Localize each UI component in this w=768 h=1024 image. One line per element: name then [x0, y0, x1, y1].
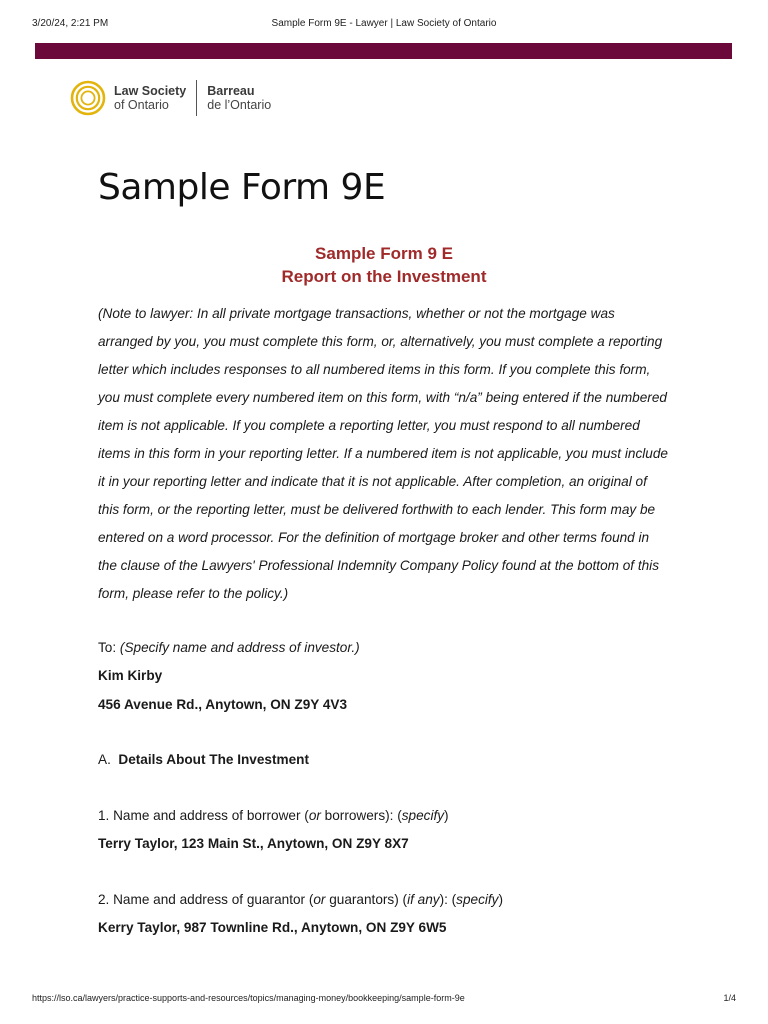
print-header — [0, 0, 768, 40]
item-1-question — [98, 806, 449, 826]
item-2-text-specify: specify — [456, 892, 499, 907]
page-number: 1/4 — [723, 993, 736, 1003]
item-2-text-b: guarantors) ( — [325, 892, 408, 907]
item-2-answer: Kerry Taylor, 987 Townline Rd., Anytown, ON Z9Y 6W5 — [98, 920, 447, 935]
item-1-text-specify: specify — [401, 808, 445, 823]
section-a-title: Details About The Investment — [118, 752, 309, 767]
logo-fr-line2: de l’Ontario — [207, 98, 272, 112]
form-heading-line1: Sample Form 9 E — [315, 244, 453, 263]
form-heading-line2: Report on the Investment — [281, 267, 487, 286]
logo-divider — [196, 80, 197, 116]
logo-en-line2: of Ontario — [114, 98, 169, 112]
logo-french-text — [207, 84, 271, 112]
item-2-text-or: or — [313, 892, 326, 907]
item-2-text-if-any: if any — [407, 892, 440, 907]
logo-en-line1: Law Society — [114, 84, 187, 98]
logo-english-text — [114, 84, 186, 112]
form-heading — [98, 242, 670, 288]
item-1-text-or: or — [308, 808, 321, 823]
section-a-letter: A. — [98, 752, 111, 767]
law-society-logo[interactable] — [70, 78, 271, 118]
investor-address: 456 Avenue Rd., Anytown, ON Z9Y 4V3 — [98, 697, 348, 712]
item-1-text-a: 1. Name and address of borrower ( — [98, 808, 309, 823]
print-doc-title: Sample Form 9E - Lawyer | Law Society of Ontario — [271, 18, 497, 29]
item-1-answer: Terry Taylor, 123 Main St., Anytown, ON Z9Y 8X7 — [98, 836, 409, 851]
to-instruction: (Specify name and address of investor.) — [119, 640, 360, 655]
item-2-text-a: 2. Name and address of guarantor ( — [98, 892, 314, 907]
item-1-text-c: ) — [444, 808, 449, 823]
brand-bar — [35, 43, 732, 59]
note-to-lawyer: (Note to lawyer: In all private mortgage transactions, whether or not the mortgage was arranged by you, you must complete this form, or, alternatively, you must complete a reporting letter which includes responses to all numbered items in this form. If you complete this form, you must complete every numbered item on this form, with “n/a” being entered if the numbered item is not applicable. If you complete a reporting letter, you must respond to all numbered items in this form in your reporting letter. If a numbered item is not applicable, you must include it in your reporting letter and indicate that it is not applicable. After completion, an original of this form, or the reporting letter, must be delivered forthwith to each lender. This form may be entered on a word processor. For the definition of mortgage broker and other terms found in the clause of the Lawyers' Professional Indemnity Company Policy found at the bottom of this form, please refer to the policy.) — [98, 306, 668, 601]
print-datetime: 3/20/24, 2:21 PM — [32, 18, 109, 29]
item-2-question — [98, 890, 503, 910]
logo-fr-line1: Barreau — [207, 84, 255, 98]
section-a-heading — [98, 750, 309, 770]
item-1-text-b: borrowers): ( — [320, 808, 402, 823]
page-url[interactable]: https://lso.ca/lawyers/practice-supports-and-resources/topics/managing-money/bookkeeping/sample-form-9e — [32, 993, 465, 1003]
page-title: Sample Form 9E — [98, 167, 386, 208]
item-2-text-c: ): ( — [439, 892, 457, 907]
item-2-text-d: ) — [498, 892, 504, 907]
to-line — [98, 638, 360, 658]
to-label: To: — [98, 640, 120, 655]
investor-name: Kim Kirby — [98, 668, 163, 683]
law-society-emblem-icon — [70, 80, 106, 116]
